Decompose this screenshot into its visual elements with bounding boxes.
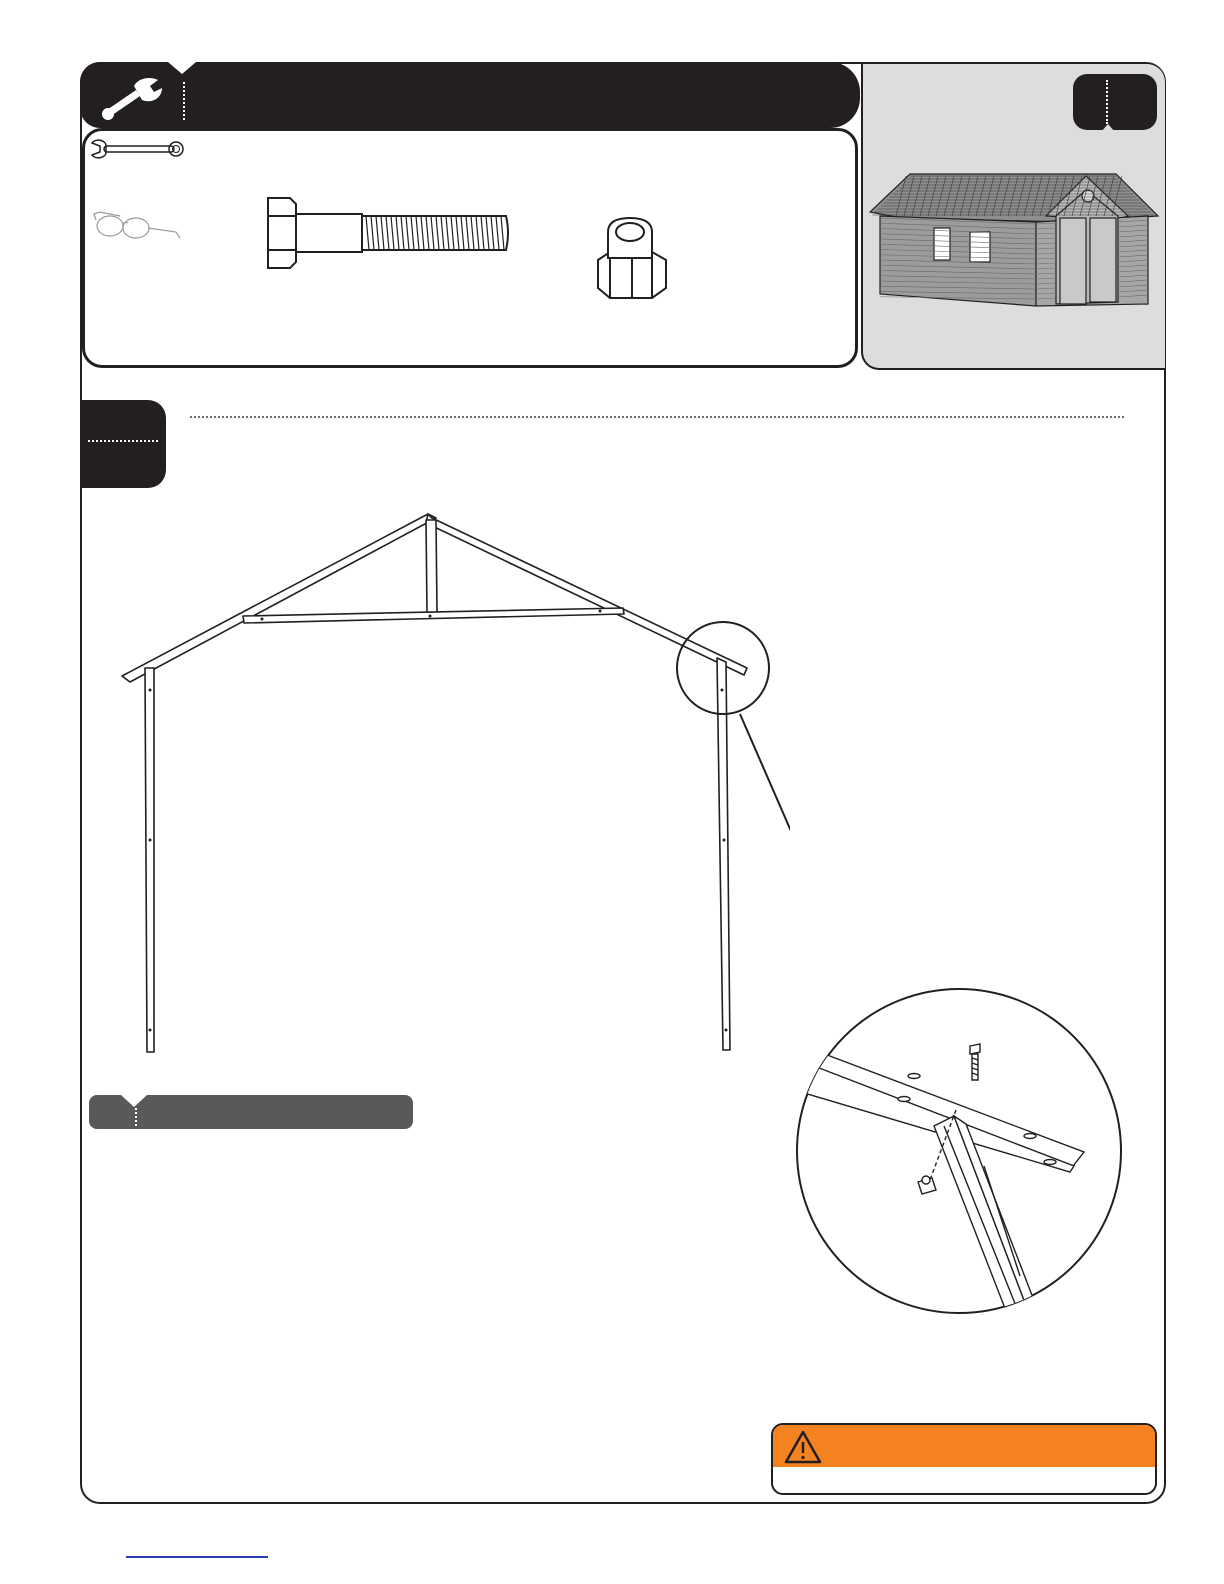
bolt-thread-line <box>406 216 409 250</box>
warning-box <box>771 1423 1157 1495</box>
bolt-thread-line <box>466 216 469 250</box>
header-divider <box>183 82 185 120</box>
wrench-icon <box>96 72 166 120</box>
bolt-thread-line <box>431 216 434 250</box>
bolt-thread-line <box>501 216 504 250</box>
bolt-thread-line <box>451 216 454 250</box>
shed-illustration <box>866 168 1160 338</box>
detail-leader-line <box>740 714 790 1008</box>
bolt-thread-line <box>486 216 489 250</box>
bolt-thread-line <box>481 216 484 250</box>
bolt-thread-line <box>456 216 459 250</box>
bolt-thread-line <box>391 216 394 250</box>
bolt-thread-line <box>471 216 474 250</box>
warning-band <box>773 1425 1155 1467</box>
combination-wrench-icon <box>88 138 186 162</box>
warning-triangle-icon <box>783 1429 823 1465</box>
page-tab-divider <box>1106 80 1108 124</box>
truss-frame-illustration <box>110 500 790 1060</box>
bolt-thread-line <box>426 216 429 250</box>
detail-magnified-view <box>794 986 1124 1316</box>
bolt-thread-line <box>376 216 379 250</box>
step-number-tab <box>80 400 166 488</box>
bolt-thread-line <box>386 216 389 250</box>
bolt-thread-line <box>421 216 424 250</box>
step-tab-divider <box>88 440 158 442</box>
bolt-thread-line <box>441 216 444 250</box>
bolt-thread-line <box>381 216 384 250</box>
header-notch <box>168 62 196 74</box>
bolt-thread-line <box>461 216 464 250</box>
bolt-thread-line <box>411 216 414 250</box>
bolt-thread-line <box>496 216 499 250</box>
bolt-thread-line <box>371 216 374 250</box>
page-tab-notch <box>1101 124 1115 132</box>
note-divider <box>135 1108 137 1126</box>
safety-glasses-icon <box>90 206 186 244</box>
bolt-thread-line <box>446 216 449 250</box>
bolt-thread-line <box>401 216 404 250</box>
bolt-icon <box>262 192 514 274</box>
bolt-thread-line <box>416 216 419 250</box>
bolt-thread-line <box>491 216 494 250</box>
footer-link-underline[interactable] <box>126 1556 268 1558</box>
bolt-thread-line <box>366 216 369 250</box>
bolt-thread-line <box>396 216 399 250</box>
bolt-thread-line <box>476 216 479 250</box>
cap-nut-icon <box>590 212 674 304</box>
note-notch <box>121 1095 147 1107</box>
tools-header-bar <box>80 62 860 128</box>
page-number-tab <box>1073 74 1157 130</box>
step-divider <box>190 416 1124 418</box>
bolt-thread-line <box>436 216 439 250</box>
